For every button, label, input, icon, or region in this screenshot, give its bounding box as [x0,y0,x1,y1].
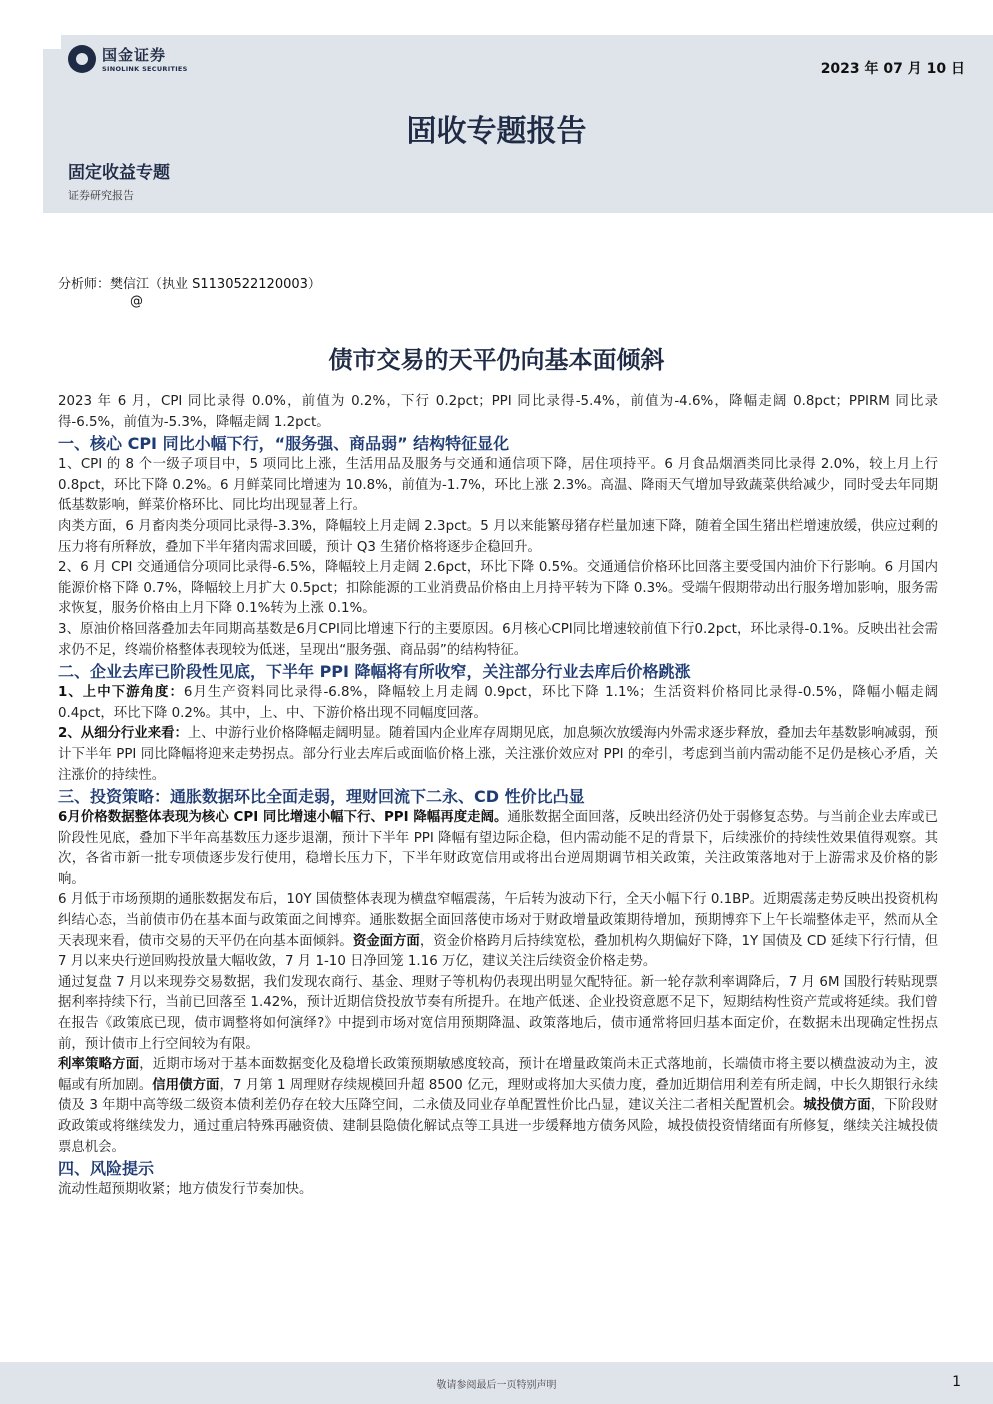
paragraph-text: ，下阶段财政政策或将继续发力，通过重启特殊再融资债、建制县隐债化解试点等工具进一步缓释地方债务风险，城投债投资情绪面有所修复，继续关注城投债票息机会。 [58,1098,939,1155]
section-4-paragraph: 流动性超预期收紧；地方债发行节奏加快。 [58,1182,313,1198]
intro-paragraph: 2023 年 6 月，CPI 同比录得 0.0%，前值为 0.2%，下行 0.2pct；PPI 同比录得-5.4%，前值为-4.6%，降幅走阔 0.8pct；PPIRM 同比录得-6.5%，前值为-5.3%，降幅走阔 1.2pct。 [58,394,938,430]
section-3-paragraph [58,808,938,890]
page-number: 1 [952,1374,961,1390]
section-3-paragraph: 通过复盘 7 月以来现券交易数据，我们发现农商行、基金、理财子等机构仍表现出明显欠配特征。新一轮存款利率调降后，7 月 6M 国股行转贴现票据利率持续下行，当前已回落至 1.42%，预计近期信贷投放节奏有所提升。在地产低迷、企业投资意愿不足下，短期结构性资产荒或将延续。我们曾在报告《政策底已现，债市调整将如何演绎?》中提到市场对宽信用预期降温、政策落地后，债市通常将回归基本面定价，在数据未出现确定性拐点前，预计债市上行空间较为有限。 [58,974,938,1052]
footer-notice: 敬请参阅最后一页特别声明 [436,1380,557,1391]
paragraph-text: ，7 月第 1 周理财存续规模回升超 8500 亿元，理财或将加大买债力度，叠加近期信用利差有所走阔，中长久期银行永续债及 3 年期中高等级二级资本债利差仍存在较大压降空间，二永债及同业存单配置性价比凸显，建议关注二者相关配置机会。 [58,1077,939,1114]
section-2-paragraph [58,683,938,724]
section-1-paragraph: 肉类方面，6 月畜肉类分项同比录得-3.3%，降幅较上月走阔 2.3pct。5 月以来能繁母猪存栏量加速下降，随着全国生猪出栏增速放缓，供应过剩的压力将有所释放，叠加下半年猪肉需求回暖，预计 Q3 生猪价格将逐步企稳回升。 [58,518,938,555]
section-3-paragraph [58,890,938,972]
paragraph-lead: 2、从细分行业来看： [58,726,188,742]
paragraph-lead: 1、上中下游角度： [58,685,184,701]
section-1-paragraph: 3、原油价格回落叠加去年同期高基数是6月CPI同比增速下行的主要原因。6月核心CPI同比增速较前值下行0.2pct，环比录得-0.1%。反映出社会需求仍不足，终端价格整体表现较为低迷，呈现出“服务强、商品弱”的结构特征。 [58,621,938,658]
paragraph-text: 上、中游行业价格降幅走阔明显。随着国内企业库存周期见底，加息频次放缓海内外需求逐步释放，叠加去年基数影响减弱，预计下半年 PPI 同比降幅将迎来走势拐点。部分行业去库后或面临价格上涨，关注涨价效应对 PPI 的牵引，考虑到当前内需动能不足仍是核心矛盾，关注涨价的持续性。 [58,726,938,783]
report-body [58,392,938,1201]
analyst-line: 分析师：樊信江（执业 S1130522120003） [58,277,321,292]
paragraph-text: 6 月低于市场预期的通胀数据发布后，10Y 国债整体表现为横盘窄幅震荡，午后转为波动下行，全天小幅下行 0.1BP。近期震荡走势反映出投资机构纠结心态，当前债市仍在基本面与政策面之间博弈。通胀数据全面回落使市场对于财政增量政策期待增加，预期博弈下上午长端整体走平，然而从全天表现来看，债市交易的天平仍在向基本面倾斜。 [58,892,938,949]
report-subcategory: 证券研究报告 [68,189,134,202]
paragraph-text: 通胀数据全面回落，反映出经济仍处于弱修复态势。与当前企业去库或已阶段性见底，叠加下半年高基数压力逐步退潮，预计下半年 PPI 降幅有望边际企稳，但内需动能不足的背景下，后续涨价的持续性效果值得观察。其次，各省市新一批专项债逐步发行使用，稳增长压力下，下半年财政宽信用或将出台逆周期调节相关政策，关注政策落地对于上游需求及价格的影响。 [58,810,938,887]
company-logo [68,44,188,73]
paragraph-text: ，资金价格跨月后持续宽松，叠加机构久期偏好下降，1Y 国债及 CD 延续下行行情，但 7 月以来央行逆回购投放量大幅收敛，7 月 1-10 日净回笼 1.16 万亿，建议关注后续资金价格走势。 [58,933,938,970]
analyst-email: @ [130,294,143,309]
paragraph-text: 6月生产资料同比录得-6.8%，降幅较上月走阔 0.9pct，环比下降 1.1%；生活资料价格同比录得-0.5%，降幅小幅走阔 0.4pct，环比下降 0.2%。其中，上、中、下游价格出现不同幅度回落。 [58,685,938,721]
logo-name-cn: 国金证券 [102,46,167,64]
logo-mark-icon [68,45,96,73]
paragraph-lead: 6月价格数据整体表现为核心 CPI 同比增速小幅下行、PPI 降幅再度走阔。 [58,810,508,826]
report-date: 2023 年 07 月 10 日 [820,61,965,77]
section-2-heading: 二、企业去库已阶段性见底，下半年 PPI 降幅将有所收窄，关注部分行业去库后价格跳涨 [58,662,691,682]
section-1-paragraph: 2、6 月 CPI 交通通信分项同比录得-6.5%，降幅较上月走阔 2.6pct，环比下降 0.5%。交通通信价格环比回落主要受国内油价下行影响。6 月国内能源价格下降 0.7%，降幅较上月扩大 0.5pct；扣除能源的工业消费品价格由上月持平转为下降 0.3%。受端午假期带动出行服务增加影响，服务需求恢复，服务价格由上月下降 0.1%转为上涨 0.1%。 [58,560,938,617]
paragraph-text: ，近期市场对于基本面数据变化及稳增长政策预期敏感度较高，预计在增量政策尚未正式落地前，长端债市将主要以横盘波动为主，波幅或有所加剧。 [58,1057,939,1093]
report-category: 固定收益专题 [68,163,170,183]
paragraph-lead: 资金面方面 [352,933,420,949]
section-4-heading: 四、风险提示 [58,1159,155,1179]
header-notch [43,35,61,49]
section-3-paragraph [58,1055,938,1158]
paragraph-lead: 信用债方面 [152,1077,220,1093]
report-title: 固收专题报告 [406,114,587,149]
paragraph-lead: 城投债方面 [803,1098,871,1114]
logo-name-en: SINOLINK SECURITIES [102,65,188,73]
section-3-heading: 三、投资策略：通胀数据环比全面走弱，理财回流下二永、CD 性价比凸显 [58,787,585,807]
paragraph-lead: 利率策略方面 [58,1057,140,1073]
section-1-heading: 一、核心 CPI 同比小幅下行，“服务强、商品弱” 结构特征显化 [58,434,510,454]
section-1-paragraph: 1、CPI 的 8 个一级子项目中，5 项同比上涨，生活用品及服务与交通和通信项下降，居住项持平。6 月食品烟酒类同比录得 2.0%，较上月上行 0.8pct，环比下降 0.2%。6 月鲜菜同比增速为 10.8%，前值为-1.7%，环比上涨 2.3%。高温、降雨天气增加导致蔬菜供给减少，同时受去年同期低基数影响，鲜菜价格环比、同比均出现显著上行。 [58,457,938,514]
section-2-paragraph [58,724,938,786]
document-title: 债市交易的天平仍向基本面倾斜 [328,346,665,374]
